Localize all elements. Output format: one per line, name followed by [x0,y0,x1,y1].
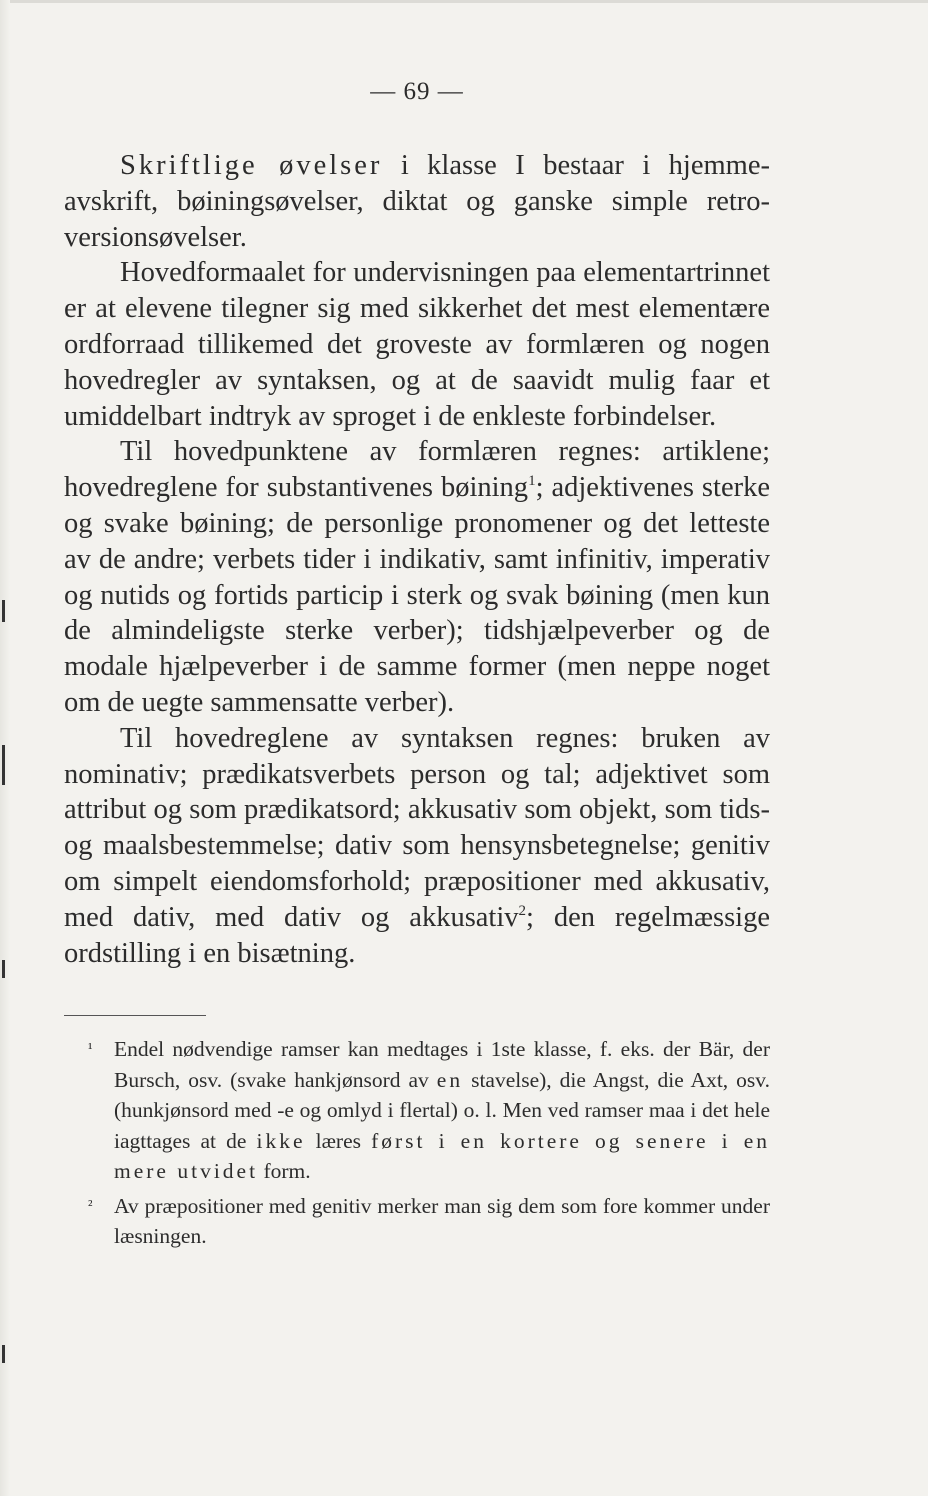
scan-mark [2,1345,5,1363]
footnote-divider [64,1015,206,1016]
spaced-phrase: i en kortere og senere i en [425,1128,770,1153]
paragraph-text: ; adjektivenes sterke og svake bøining; de personlige pronomener og det letteste av de andre; verbets tider i indikativ, samt infinitiv, imperativ og nutids og fortids particip i sterk og svak bøining (men kun de almindeligste sterke verber); tidshjælpeverber og de modale hjælpeverber i de samme former (men neppe noget om de uegte sammensatte verber). [64,472,770,718]
footnote-reference[interactable]: 2 [518,902,527,919]
spaced-word: en [436,1067,464,1092]
page-number: — 69 — [370,78,464,105]
paragraph-morphology [64,434,770,720]
paragraph-text: i klasse I bestaar i hjemmeavskrift, bøiningsøvelser, diktat og ganske simple retroversionsøvelser. [64,150,770,253]
paragraph-text: ; den regelmæssige ordstilling i en bisætning. [64,901,770,969]
scan-mark [2,600,5,622]
footnotes [64,1034,770,1252]
spaced-lead-phrase: Skriftlige øvelser [120,150,383,181]
footnote-reference[interactable]: 1 [528,473,536,490]
footnote-text: Av præpositioner med genitiv merker man sig dem som fore kommer under læsningen. [114,1193,770,1249]
paragraph-main-goal [64,255,770,434]
spaced-word: først [371,1128,426,1153]
book-page [64,78,770,1252]
footnote-text: stavelse), die Angst, die Axt, osv. (hunkjønsord med -e og omlyd i flertal) o. l. Men ved ramser maa i det hele iagttages at de [114,1067,771,1153]
paragraph-text: Til hovedreglene av syntaksen regnes: bruken av nominativ; prædikatsverbets person og tal; adjektivet som attribut og som prædikatsord; akkusativ som objekt, som tids- og maalsbestemmelse; dativ som hensynsbetegnelse; genitiv om simpelt eiendomsforhold; præpositioner med akkusativ, med dativ, med dativ og akkusativ [64,722,770,933]
footnote-marker: ² [88,1197,93,1214]
footnote-marker: ¹ [88,1041,93,1058]
paragraph-syntax [64,721,770,972]
footnote-text: Endel nødvendige ramser kan medtages i 1ste klasse, f. eks. der Bär, der Bursch, osv. (svake hankjønsord av [114,1037,770,1092]
footnote-2 [88,1191,770,1252]
paragraph-text: Hovedformaalet for undervisningen paa elementartrinnet er at elevene tilegner sig med sikkerhet det mest elementære ordforraad tillikemed det groveste av formlæren og nogen hovedregler av syntaksen, og at de saavidt mulig faar et umiddelbart indtryk av sproget i de enkleste forbindelser. [64,257,770,432]
paragraph-text: Til hovedpunktene av formlæren regnes: artiklene; hovedreglene for substantivenes bøining [64,436,770,504]
body-text [64,148,770,971]
page-top-edge [0,0,928,3]
scan-mark [2,960,5,978]
spaced-word: ikke [256,1128,306,1153]
footnote-1 [88,1034,771,1187]
footnote-text: læres [305,1128,372,1153]
spaced-word: mere utvidet [114,1159,259,1184]
scan-mark [2,745,5,785]
paragraph-written-exercises [64,148,770,255]
footnote-text: form. [258,1159,311,1184]
